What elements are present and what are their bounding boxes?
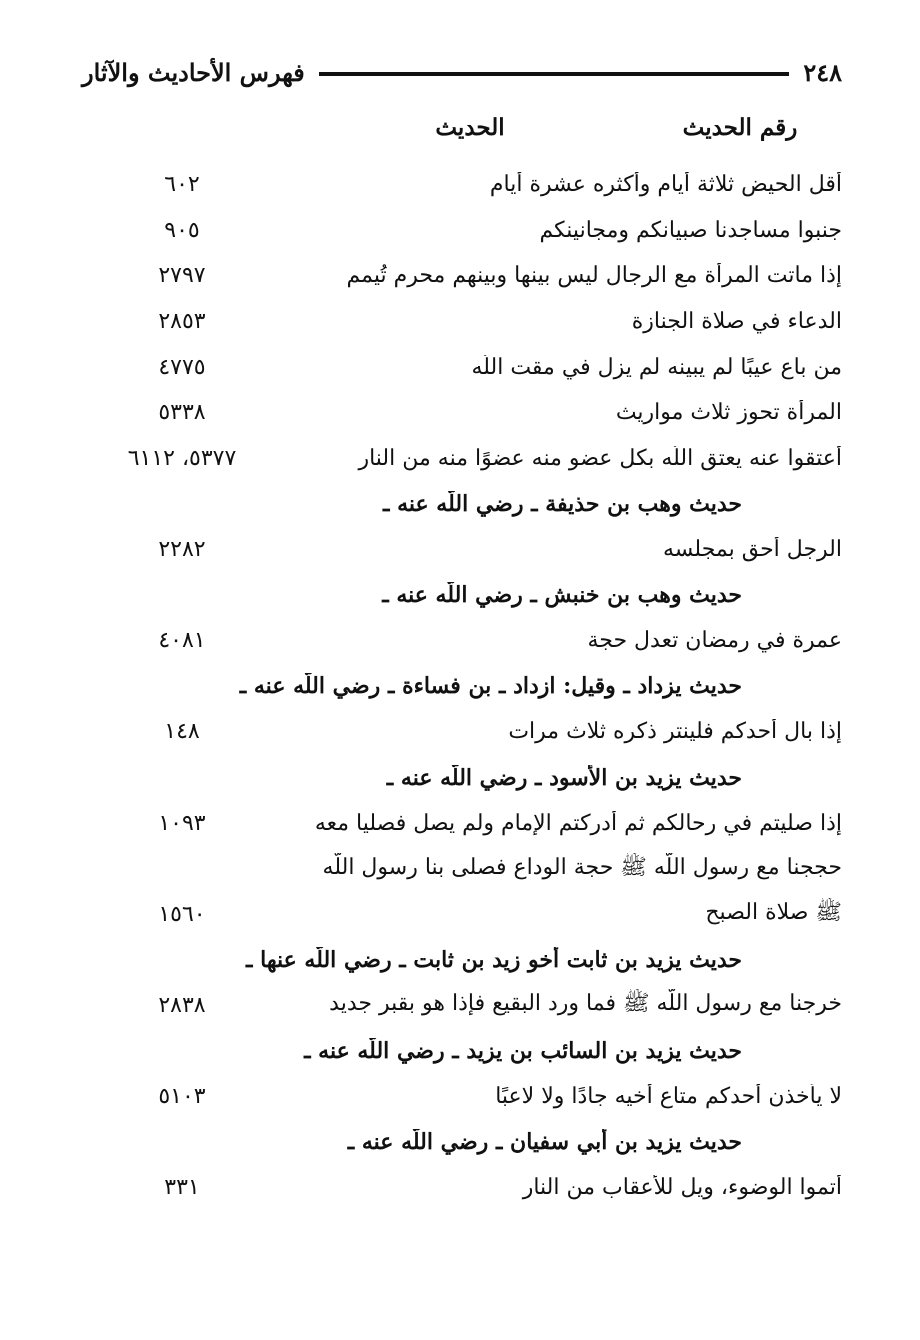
section-heading <box>92 481 842 527</box>
index-entry <box>92 892 842 938</box>
index-entry <box>92 800 842 846</box>
section-heading <box>92 572 842 618</box>
index-entry <box>92 1074 842 1120</box>
hadith-index-list <box>92 162 842 1211</box>
hadith-text: حججنا مع رسول اللَّه ﷺ حجة الوداع فصلى بنا رسول اللَّه <box>322 854 842 880</box>
index-entry <box>92 253 842 299</box>
hadith-number: ٥٣٣٨ <box>158 400 206 426</box>
section-heading-text: حديث يزيد بن ثابت أخو زيد بن ثابت ـ رضي اللَّه عنها ـ <box>246 946 742 973</box>
index-entry <box>92 618 842 664</box>
section-heading-text: حديث يزيد بن الأسود ـ رضي اللَّه عنه ـ <box>386 764 742 791</box>
hadith-number: ١٠٩٣ <box>158 810 206 836</box>
index-entry <box>92 390 842 436</box>
section-heading <box>92 755 842 801</box>
running-title: فهرس الأحاديث والآثار <box>82 57 305 87</box>
page-number: ٢٤٨ <box>803 57 842 87</box>
hadith-number: ٦٠٢ <box>164 172 200 198</box>
header-rule <box>319 72 790 76</box>
index-entry <box>92 299 842 345</box>
hadith-text: أعتقوا عنه يعتق اللَّه بكل عضو منه عضوًا منه من النار <box>358 445 842 471</box>
section-heading <box>92 1119 842 1165</box>
section-heading-text: حديث يزيد بن أبي سفيان ـ رضي اللَّه عنه ـ <box>347 1129 742 1156</box>
index-entry <box>92 208 842 254</box>
index-entry <box>92 344 842 390</box>
hadith-number: ٢٧٩٧ <box>158 263 206 289</box>
index-entry <box>92 162 842 208</box>
section-heading-text: حديث وهب بن خنبش ـ رضي اللَّه عنه ـ <box>382 582 742 609</box>
index-entry <box>92 436 842 482</box>
hadith-text: الرجل أحق بمجلسه <box>662 537 842 563</box>
section-heading <box>92 937 842 983</box>
index-entry <box>92 846 842 892</box>
hadith-text: من باع عيبًا لم يبينه لم يزل في مقت اللَّه <box>471 354 842 380</box>
hadith-number: ٤٧٧٥ <box>158 354 206 380</box>
index-entry <box>92 527 842 573</box>
hadith-text: ﷺ صلاة الصبح <box>705 900 842 926</box>
section-heading-text: حديث يزداد ـ وقيل: ازداد ـ بن فساءة ـ رضي اللَّه عنه ـ <box>239 673 742 700</box>
hadith-text: الدعاء في صلاة الجنازة <box>631 309 842 335</box>
hadith-text: إذا ماتت المرأة مع الرجال ليس بينها وبينهم محرم تُيمم <box>346 263 842 289</box>
hadith-number: ٢٨٣٨ <box>158 992 206 1018</box>
index-entry <box>92 709 842 755</box>
hadith-number: ٥٣٧٧، ٦١١٢ <box>127 445 237 471</box>
section-heading <box>92 1028 842 1074</box>
hadith-text: خرجنا مع رسول اللَّه ﷺ فما ورد البقيع فإذا هو بقبر جديد <box>329 991 842 1017</box>
hadith-number: ٩٠٥ <box>164 217 200 243</box>
section-heading-text: حديث وهب بن حذيفة ـ رضي اللَّه عنه ـ <box>382 490 742 517</box>
index-entry <box>92 983 842 1029</box>
hadith-text: أتموا الوضوء، ويل للأعقاب من النار <box>522 1175 842 1201</box>
hadith-number: ١٥٦٠ <box>158 901 206 927</box>
page-header <box>82 50 842 94</box>
section-heading <box>92 664 842 710</box>
hadith-number: ٢٢٨٢ <box>158 537 206 563</box>
hadith-text: المرأة تحوز ثلاث مواريث <box>615 400 842 426</box>
hadith-number: ٣٣١ <box>164 1175 200 1201</box>
hadith-text: إذا بال أحدكم فلينتر ذكره ثلاث مرات <box>508 719 842 745</box>
section-heading-text: حديث يزيد بن السائب بن يزيد ـ رضي اللَّه عنه ـ <box>304 1038 742 1065</box>
hadith-number: ٢٨٥٣ <box>158 309 206 335</box>
hadith-text: أقل الحيض ثلاثة أيام وأكثره عشرة أيام <box>489 172 842 198</box>
column-heading-hadith: الحديث <box>435 114 505 141</box>
index-entry <box>92 1165 842 1211</box>
hadith-text: لا يأخذن أحدكم متاع أخيه جادًا ولا لاعبًا <box>495 1084 842 1110</box>
column-headings <box>0 114 920 154</box>
hadith-text: إذا صليتم في رحالكم ثم أدركتم الإمام ولم يصل فصليا معه <box>314 810 842 836</box>
hadith-number: ٥١٠٣ <box>158 1084 206 1110</box>
hadith-text: عمرة في رمضان تعدل حجة <box>587 628 842 654</box>
hadith-number: ١٤٨ <box>164 719 200 745</box>
hadith-text: جنبوا مساجدنا صبيانكم ومجانينكم <box>539 217 842 243</box>
hadith-number: ٤٠٨١ <box>158 628 206 654</box>
column-heading-number: رقم الحديث <box>682 114 798 141</box>
